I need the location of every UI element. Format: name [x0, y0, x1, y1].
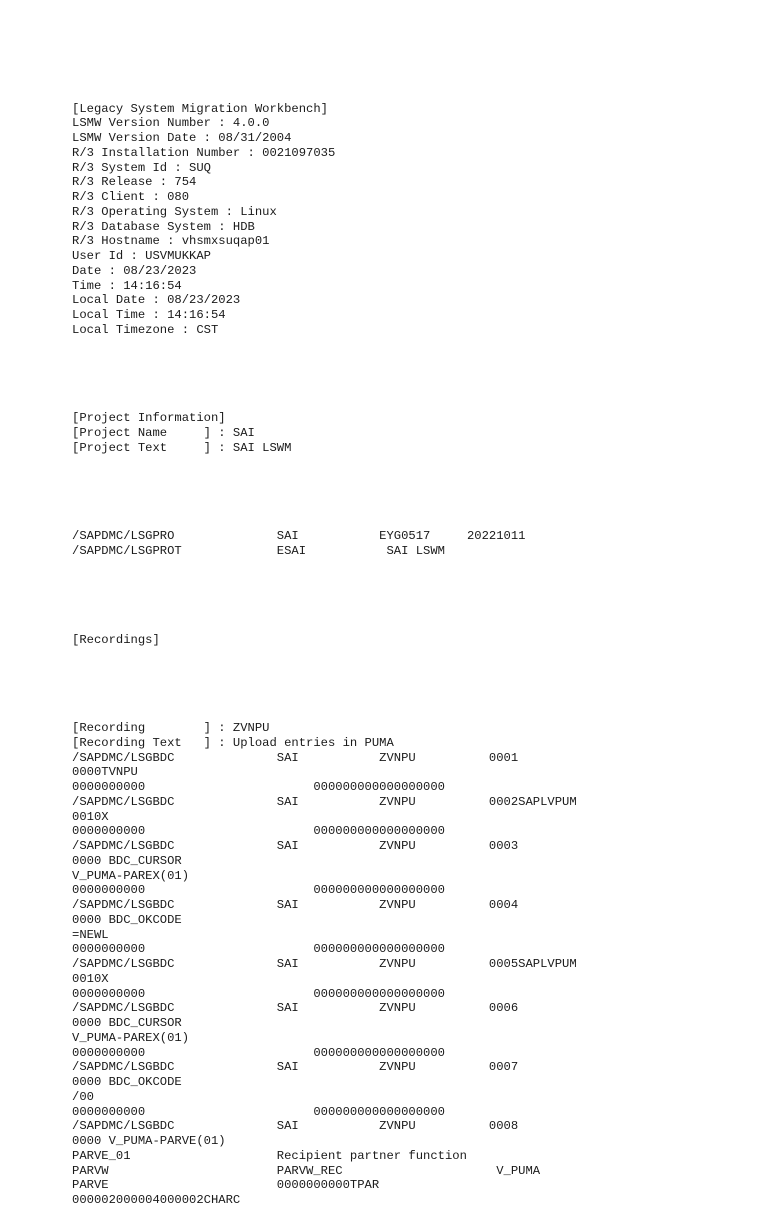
system-info-line: R/3 Client : 080	[72, 190, 190, 204]
project-table-section	[72, 529, 752, 559]
recording-line: 0000000000 000000000000000000	[72, 986, 445, 1001]
project-info-line: [Project Name ] : SAI	[72, 426, 255, 440]
recording-line: /SAPDMC/LSGBDC SAI ZVNPU 0002SAPLVPUM	[72, 794, 577, 809]
system-info-line: R/3 Hostname : vhsmxsuqap01	[72, 234, 270, 249]
system-info-line: LSMW Version Date : 08/31/2004	[72, 131, 292, 145]
blank-line	[72, 588, 752, 603]
recording-line: 0000TVNPU	[72, 765, 138, 780]
recording-line: 0000000000 000000000000000000	[72, 1104, 445, 1119]
recording-line: 000002000004000002CHARC	[72, 1193, 241, 1207]
recording-line: /SAPDMC/LSGBDC SAI ZVNPU 0007	[72, 1060, 519, 1075]
project-information-section	[72, 411, 752, 455]
blank-line	[72, 367, 752, 382]
recording-line: /SAPDMC/LSGBDC SAI ZVNPU 0001	[72, 750, 519, 765]
recording-line: 0000 V_PUMA-PARVE(01)	[72, 1134, 226, 1148]
recording-line: PARVE_01 Recipient partner function	[72, 1148, 467, 1163]
recording-line: 0000000000 000000000000000000	[72, 824, 445, 839]
recording-line: /00	[72, 1089, 94, 1104]
system-info-line: Local Timezone : CST	[72, 322, 219, 337]
system-info-line: R/3 Operating System : Linux	[72, 204, 277, 219]
recording-line: [Recording Text ] : Upload entries in PUMA	[72, 735, 394, 750]
recording-line: 0000000000 000000000000000000	[72, 942, 445, 957]
project-table-row: /SAPDMC/LSGPRO SAI EYG0517 20221011	[72, 529, 526, 544]
recording-line: /SAPDMC/LSGBDC SAI ZVNPU 0006	[72, 1001, 519, 1016]
system-info-line: [Legacy System Migration Workbench]	[72, 101, 328, 116]
system-info-line: User Id : USVMUKKAP	[72, 249, 211, 263]
recording-line: =NEWL	[72, 927, 109, 942]
system-info-line: Time : 14:16:54	[72, 278, 182, 293]
system-info-line: R/3 System Id : SUQ	[72, 160, 211, 175]
recording-line: /SAPDMC/LSGBDC SAI ZVNPU 0003	[72, 839, 519, 853]
recording-line: 0000000000 000000000000000000	[72, 1045, 445, 1060]
lsmw-export-document	[72, 72, 752, 1223]
recording-line: /SAPDMC/LSGBDC SAI ZVNPU 0005SAPLVPUM	[72, 957, 577, 971]
recording-line: [Recording ] : ZVNPU	[72, 721, 270, 735]
recording-line: 0010X	[72, 809, 109, 824]
project-table-row: /SAPDMC/LSGPROT ESAI SAI LSWM	[72, 544, 445, 558]
blank-line	[72, 485, 752, 500]
recording-line: 0000000000 000000000000000000	[72, 780, 445, 794]
blank-line	[72, 677, 752, 692]
recording-line: 0010X	[72, 971, 109, 986]
project-info-line: [Project Text ] : SAI LSWM	[72, 440, 292, 455]
recording-line: /SAPDMC/LSGBDC SAI ZVNPU 0008	[72, 1119, 519, 1134]
recording-line: 0000 BDC_CURSOR	[72, 1016, 182, 1030]
system-info-line: R/3 Release : 754	[72, 175, 197, 190]
project-info-line: [Project Information]	[72, 411, 226, 426]
recordings-heading: [Recordings]	[72, 632, 160, 647]
recording-line: PARVW PARVW_REC V_PUMA	[72, 1163, 541, 1178]
system-info-line: R/3 Installation Number : 0021097035	[72, 145, 336, 160]
recording-section	[72, 721, 752, 1208]
system-info-line: Local Date : 08/23/2023	[72, 293, 241, 308]
recording-line: 0000 BDC_CURSOR	[72, 853, 182, 868]
recording-line: V_PUMA-PAREX(01)	[72, 868, 190, 883]
recording-line: 0000 BDC_OKCODE	[72, 1075, 182, 1089]
system-info-section	[72, 102, 752, 338]
recording-line: 0000000000 000000000000000000	[72, 883, 445, 898]
recording-line: /SAPDMC/LSGBDC SAI ZVNPU 0004	[72, 898, 519, 912]
system-info-line: R/3 Database System : HDB	[72, 219, 255, 234]
system-info-line: Local Time : 14:16:54	[72, 308, 226, 322]
system-info-line: Date : 08/23/2023	[72, 263, 197, 278]
recording-line: PARVE 0000000000TPAR	[72, 1178, 380, 1193]
system-info-line: LSMW Version Number : 4.0.0	[72, 116, 270, 131]
recording-line: V_PUMA-PAREX(01)	[72, 1030, 190, 1045]
recording-line: 0000 BDC_OKCODE	[72, 912, 182, 927]
